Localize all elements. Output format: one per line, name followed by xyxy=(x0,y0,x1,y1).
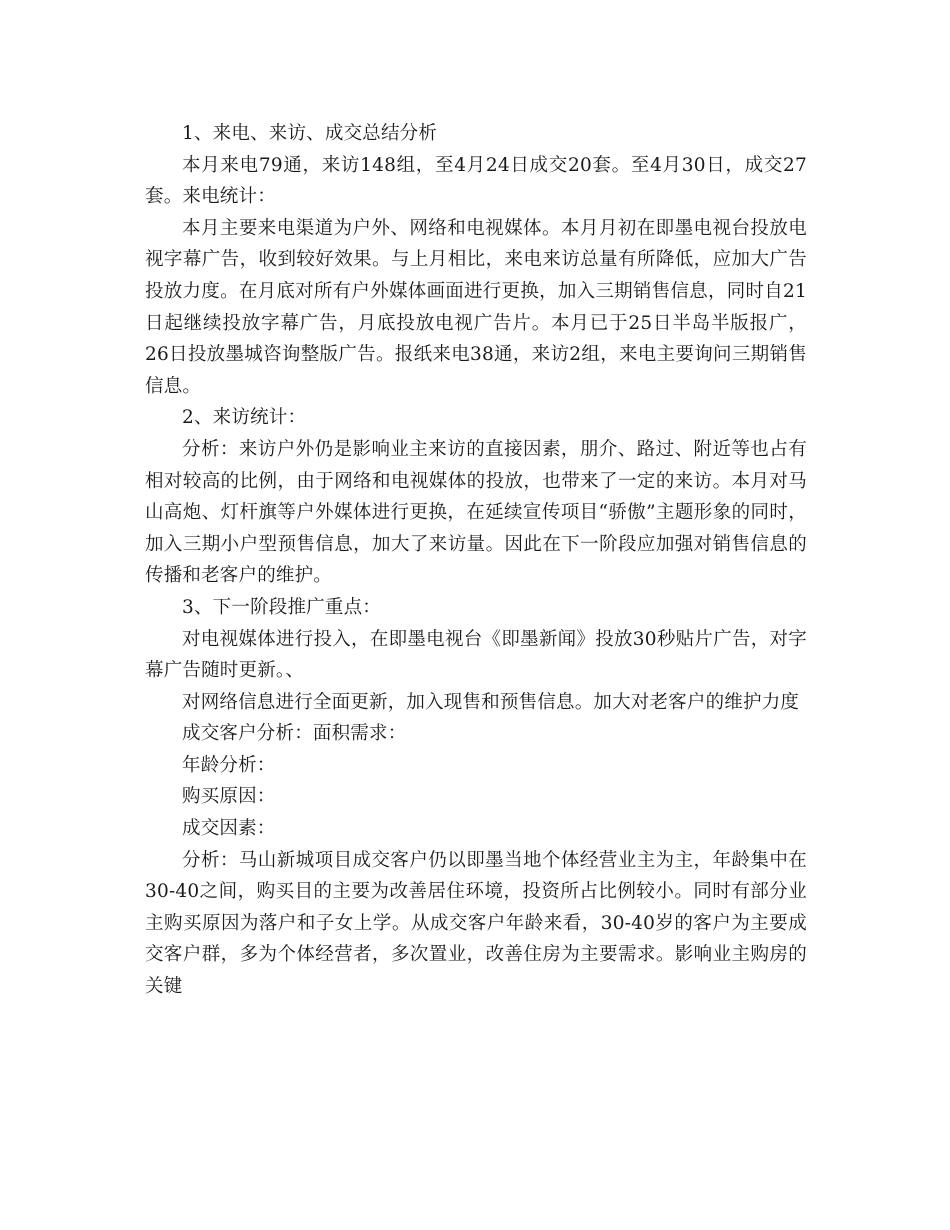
paragraph-online-update: 对网络信息进行全面更新，加入现售和预售信息。加大对老客户的维护力度 xyxy=(182,691,800,713)
paragraph-customer-analysis: 分析：马山新城项目成交客户仍以即墨当地个体经营业主为主，年龄集中在30-40之间，购买目的主要为改善居住环境，投资所占比例较小。同时有部分业主购买原因为落户和子女上学。从成交客户年龄来看，30-40岁的客户为主要成交客户群，多为个体经营者，多次置业，改善住房为主要需求。影响业主购房的关键 xyxy=(145,849,807,998)
paragraph-age-analysis: 年龄分析： xyxy=(182,754,276,776)
paragraph-customer-area: 成交客户分析：面积需求： xyxy=(182,723,407,745)
section-heading-summary: 1、来电、来访、成交总结分析 xyxy=(182,123,438,144)
paragraph-tv-media: 对电视媒体进行投入，在即墨电视台《即墨新闻》投放30秒贴片广告，对字幕广告随时更新。、 xyxy=(145,628,807,682)
paragraph-visit-analysis: 分析：来访户外仍是影响业主来访的直接因素，朋介、路过、附近等也占有相对较高的比例，由于网络和电视媒体的投放，也带来了一定的来访。本月对马山高炮、灯杆旗等户外媒体进行更换，在延续宣传项目“骄傲”主题形象的同时，加入三期小户型预售信息，加大了来访量。因此在下一阶段应加强对销售信息的传播和老客户的维护。 xyxy=(145,438,807,587)
document-body xyxy=(145,118,807,1003)
section-heading-next-focus: 3、下一阶段推广重点： xyxy=(182,596,381,618)
paragraph-call-visit-stats: 本月来电79通，来访148组，至4月24日成交20套。至4月30日，成交27套。来电统计： xyxy=(145,154,807,208)
paragraph-call-channels: 本月主要来电渠道为户外、网络和电视媒体。本月月初在即墨电视台投放电视字幕广告，收到较好效果。与上月相比，来电来访总量有所降低，应加大广告投放力度。在月底对所有户外媒体画面进行更换，加入三期销售信息，同时自21日起继续投放字幕广告，月底投放电视广告片。本月已于25日半岛半版报广，26日投放墨城咨询整版广告。报纸来电38通，来访2组，来电主要询问三期销售信息。 xyxy=(145,217,807,397)
paragraph-purchase-reason: 购买原因： xyxy=(182,786,276,808)
section-heading-visit-stats: 2、来访统计： xyxy=(182,407,307,429)
paragraph-deal-factors: 成交因素： xyxy=(182,818,276,840)
